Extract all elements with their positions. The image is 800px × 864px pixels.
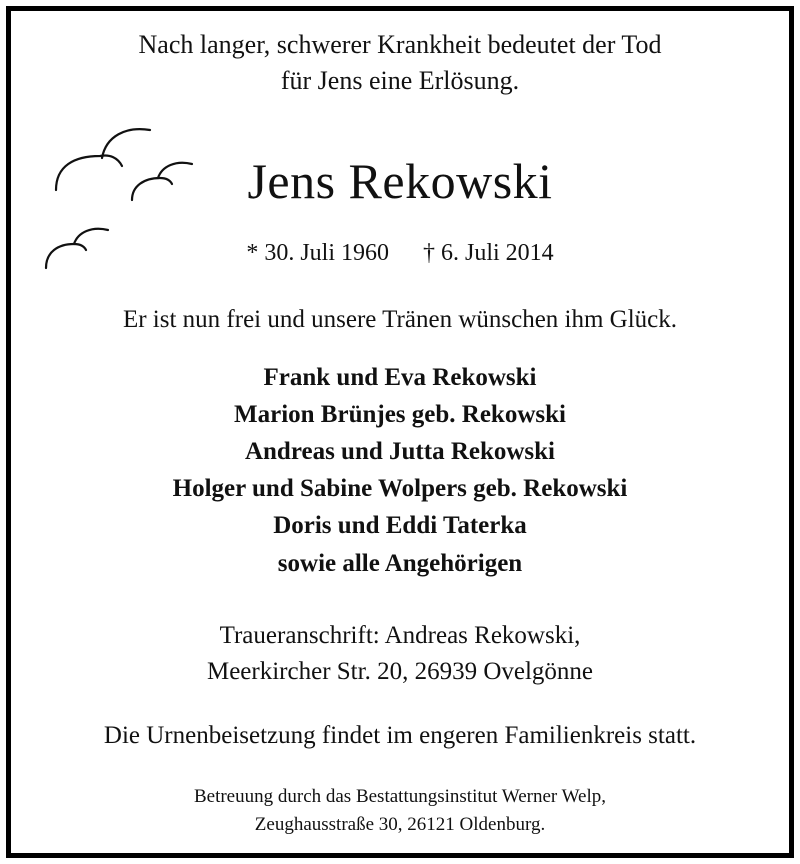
mourner-line: Doris und Eddi Taterka — [273, 512, 527, 539]
mourning-address-line-1: Traueranschrift: Andreas Rekowski, — [219, 622, 581, 649]
undertaker-line-2: Zeughausstraße 30, 26121 Oldenburg. — [254, 814, 546, 835]
deceased-name: Jens Rekowski — [247, 153, 553, 209]
mourner-line: sowie alle Angehörigen — [277, 550, 523, 577]
mourning-address-line-2: Meerkircher Str. 20, 26939 Ovelgönne — [206, 658, 594, 685]
mourner-line: Frank und Eva Rekowski — [263, 364, 537, 391]
intro-line-1: Nach langer, schwerer Krankheit bedeutet der Tod — [138, 30, 662, 59]
memorial-verse: Er ist nun frei und unsere Tränen wünschen ihm Glück. — [122, 306, 678, 333]
mourner-line: Marion Brünjes geb. Rekowski — [234, 401, 566, 428]
mourner-line: Andreas und Jutta Rekowski — [244, 438, 556, 465]
intro-line-2: für Jens eine Erlösung. — [280, 66, 520, 95]
life-dates — [0, 240, 800, 267]
birth-date: * 30. Juli 1960 — [246, 240, 389, 266]
undertaker-line-1: Betreuung durch das Bestattungsinstitut Werner Welp, — [193, 786, 607, 807]
death-date: † 6. Juli 2014 — [423, 240, 554, 266]
mourner-line: Holger und Sabine Wolpers geb. Rekowski — [172, 475, 628, 502]
burial-note: Die Urnenbeisetzung findet im engeren Familienkreis statt. — [103, 722, 697, 749]
